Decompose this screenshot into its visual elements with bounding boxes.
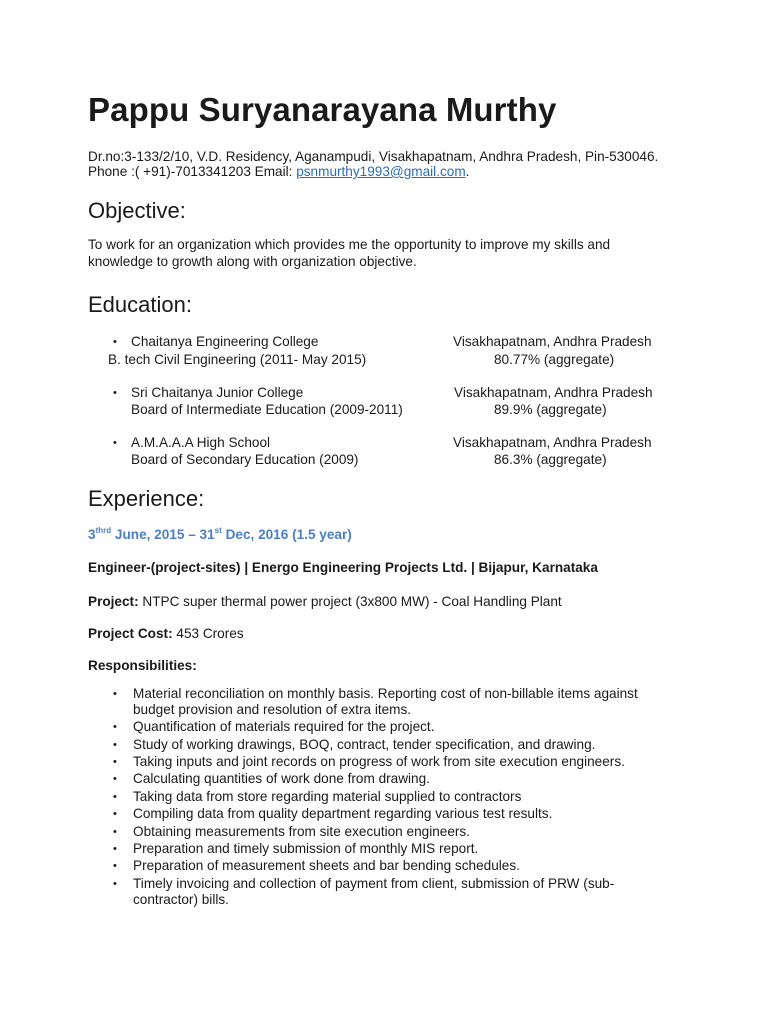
education-institution: Chaitanya Engineering College (131, 334, 319, 349)
phone-label: Phone :( +91)-7013341203 Email: (88, 164, 297, 179)
bullet-icon: • (113, 843, 117, 855)
education-score: 86.3% (aggregate) (494, 452, 607, 467)
list-item: Quantification of materials required for the project. (133, 719, 435, 734)
objective-text-line-2: knowledge to growth along with organization objective. (88, 254, 417, 269)
project-value: NTPC super thermal power project (3x800 MW) - Coal Handling Plant (138, 594, 562, 609)
email-link[interactable]: psnmurthy1993@gmail.com (296, 164, 466, 179)
bullet-icon: • (113, 437, 117, 449)
bullet-icon: • (113, 721, 117, 733)
list-item: Taking data from store regarding material supplied to contractors (133, 789, 522, 804)
education-detail: B. tech Civil Engineering (2011- May 2015) (108, 352, 367, 367)
bullet-icon: • (113, 739, 117, 751)
period-start-day: 3 (88, 527, 96, 542)
experience-heading: Experience: (88, 486, 205, 511)
education-location: Visakhapatnam, Andhra Pradesh (453, 435, 652, 450)
bullet-icon: • (113, 878, 117, 890)
education-location: Visakhapatnam, Andhra Pradesh (453, 334, 652, 349)
education-institution: Sri Chaitanya Junior College (131, 385, 304, 400)
objective-text-line-1: To work for an organization which provides me the opportunity to improve my skills and (88, 237, 611, 252)
project-cost-value: 453 Crores (172, 626, 244, 641)
bullet-icon: • (113, 756, 117, 768)
bullet-icon: • (113, 336, 117, 348)
list-item: Preparation and timely submission of monthly MIS report. (133, 841, 479, 856)
project-label: Project: (88, 594, 139, 609)
list-item: Compiling data from quality department regarding various test results. (133, 806, 553, 821)
bullet-icon: • (113, 826, 117, 838)
period-end-ordinal: st (214, 526, 222, 535)
list-item: Preparation of measurement sheets and bar bending schedules. (133, 858, 520, 873)
list-item: Study of working drawings, BOQ, contract, tender specification, and drawing. (133, 737, 596, 752)
list-item: Taking inputs and joint records on progress of work from site execution engineers. (133, 754, 625, 769)
education-score: 80.77% (aggregate) (494, 352, 615, 367)
project-cost-line (88, 626, 244, 642)
bullet-icon: • (113, 688, 117, 700)
contact-line (88, 164, 469, 180)
bullet-icon: • (113, 773, 117, 785)
period-end-rest: Dec, 2016 (1.5 year) (221, 527, 352, 542)
list-item-continuation: contractor) bills. (133, 892, 229, 907)
bullet-icon: • (113, 791, 117, 803)
education-detail: Board of Secondary Education (2009) (131, 452, 359, 467)
list-item: Material reconciliation on monthly basis. Reporting cost of non-billable items against (133, 686, 638, 701)
address-line: Dr.no:3-133/2/10, V.D. Residency, Aganampudi, Visakhapatnam, Andhra Pradesh, Pin-530046. (88, 149, 659, 164)
education-score: 89.9% (aggregate) (494, 402, 607, 417)
list-item: Timely invoicing and collection of payment from client, submission of PRW (sub- (133, 876, 615, 891)
experience-period (88, 527, 352, 543)
responsibilities-heading: Responsibilities: (88, 658, 197, 673)
period-start-ordinal: thrd (95, 526, 112, 535)
project-line (88, 594, 562, 610)
candidate-name: Pappu Suryanarayana Murthy (88, 91, 557, 128)
education-detail: Board of Intermediate Education (2009-2011) (131, 402, 403, 417)
bullet-icon: • (113, 860, 117, 872)
education-location: Visakhapatnam, Andhra Pradesh (454, 385, 653, 400)
experience-role: Engineer-(project-sites) | Energo Engineering Projects Ltd. | Bijapur, Karnataka (88, 560, 598, 575)
project-cost-label: Project Cost: (88, 626, 173, 641)
list-item-continuation: budget provision and resolution of extra items. (133, 702, 412, 717)
list-item: Calculating quantities of work done from drawing. (133, 771, 430, 786)
objective-heading: Objective: (88, 198, 186, 223)
list-item: Obtaining measurements from site execution engineers. (133, 824, 470, 839)
bullet-icon: • (113, 808, 117, 820)
education-heading: Education: (88, 292, 192, 317)
bullet-icon: • (113, 387, 117, 399)
education-institution: A.M.A.A.A High School (131, 435, 271, 450)
period-start-rest: June, 2015 – 31 (111, 527, 215, 542)
email-suffix: . (465, 164, 470, 179)
